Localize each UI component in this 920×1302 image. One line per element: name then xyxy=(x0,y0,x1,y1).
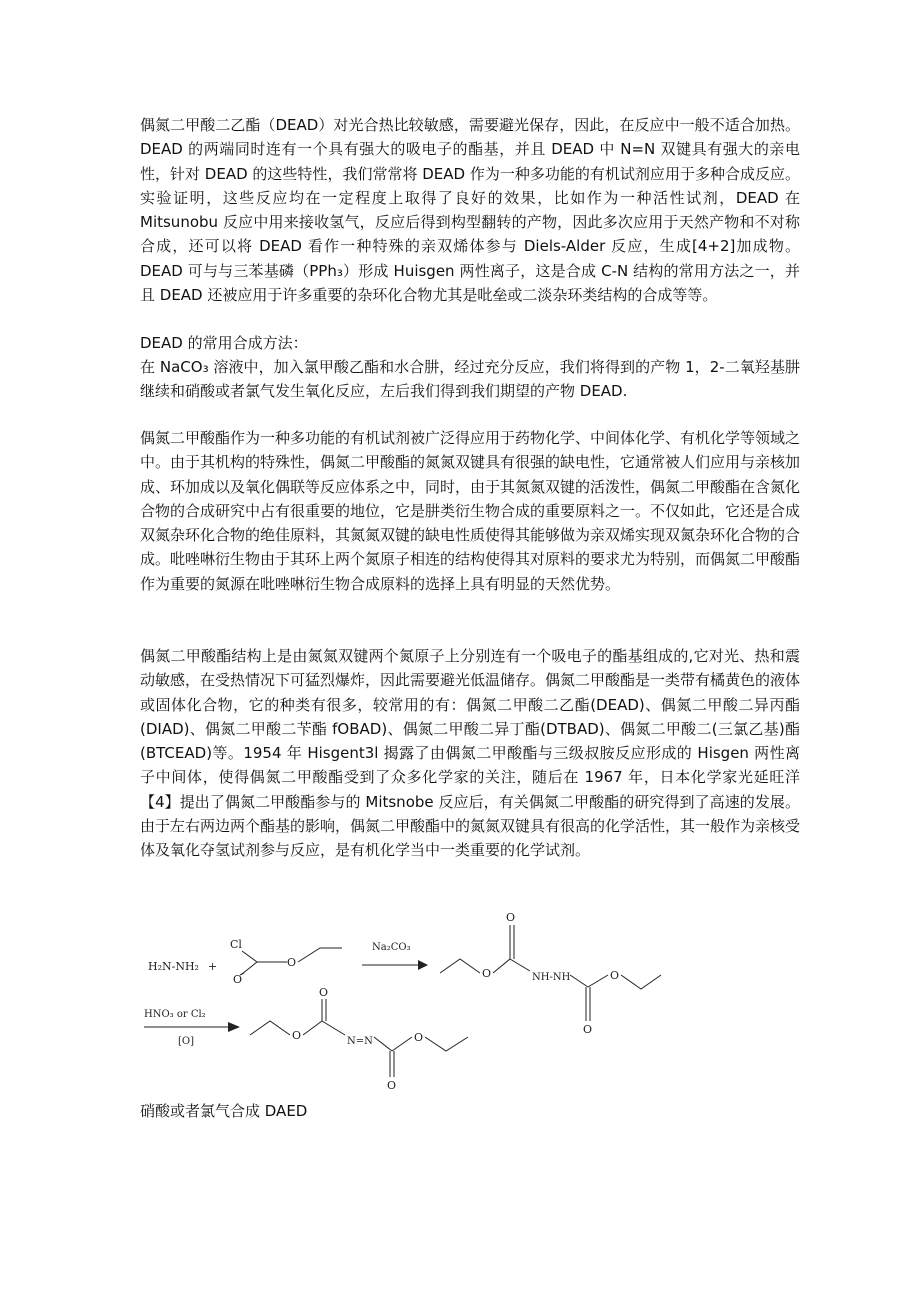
carbonyl-double-5 xyxy=(390,1051,394,1077)
scheme-caption: 硝酸或者氯气合成 DAED xyxy=(140,1102,308,1120)
azo-bond-2 xyxy=(374,1037,392,1051)
ethyl-chain-4 xyxy=(250,1021,290,1035)
reagent-sodium-carbonate: Na₂CO₃ xyxy=(372,942,411,953)
ester-oxygen-2: O xyxy=(482,967,492,980)
paragraph-synthesis-heading: DEAD 的常用合成方法： xyxy=(140,334,308,352)
carbonyl-oxygen-5: O xyxy=(387,1079,397,1092)
reaction-arrow-1-head xyxy=(418,960,428,970)
ethyl-chain-3 xyxy=(621,975,661,989)
reagent-oxidation-symbol: [O] xyxy=(178,1036,195,1047)
reaction-scheme xyxy=(130,905,690,1095)
reaction-arrow-2-head xyxy=(228,1022,240,1032)
paragraph-azodicarboxylate-structure: 偶氮二甲酸酯结构上是由氮氮双键两个氮原子上分别连有一个吸电子的酯基组成的,它对光、热和震动敏感，在受热情况下可猛烈爆炸，因此需要避光低温储存。偶氮二甲酸酯是一类带有橘黄色的液体或固体化合物，它的种类有很多，较常用的有：偶氮二甲酸二乙酯(DEAD)、偶氮二甲酸二异丙酯(DIAD)、偶氮二甲酸二苄酯 fOBAD)、偶氮二甲酸二异丁酯(DTBAD)、偶氮二甲酸二(三氯乙基)酯(BTCEAD)等。1954 年 Hisgent3l 揭露了由偶氮二甲酸酯与三级叔胺反应形成的 Hisgen 两性离子中间体，使得偶氮二甲酸酯受到了众多化学家的关注，随后在 1967 年，日本化学家光延旺洋【4】提出了偶氮二甲酸酯参与的 Mitsnobe 反应后，有关偶氮二甲酸酯的研究得到了高速的发展。由于左右两边两个酯基的影响，偶氮二甲酸酯中的氮氮双键具有很高的化学活性，其一般作为亲核受体及氧化夺氢试剂参与反应，是有机化学当中一类重要的化学试剂。 xyxy=(140,647,801,860)
ester-bond-2 xyxy=(493,959,510,973)
chlorine-atom: Cl xyxy=(230,938,242,951)
ethyl-chain-1 xyxy=(298,948,342,962)
ester-bond-4 xyxy=(303,1021,322,1035)
ester-bond-3 xyxy=(588,975,608,987)
carbonyl-double-2 xyxy=(510,925,514,959)
ester-oxygen-4: O xyxy=(292,1029,302,1042)
carbonyl-double-4 xyxy=(322,999,326,1021)
ethyl-chain-5 xyxy=(425,1037,468,1051)
paragraph-synthesis-method: 在 NaCO₃ 溶液中，加入氯甲酸乙酯和水合肼，经过充分反应，我们将得到的产物 1，2-二氧羟基肼继续和硝酸或者氯气发生氧化反应，左后我们得到我们期望的产物 DEAD. xyxy=(140,358,800,401)
ester-oxygen-3: O xyxy=(610,969,620,982)
carbonyl-oxygen-4: O xyxy=(319,986,329,999)
ester-bond-5 xyxy=(392,1037,412,1051)
chloroformate-bonds xyxy=(242,951,257,974)
carbonyl-oxygen-2: O xyxy=(506,911,516,924)
carbonyl-oxygen-1: O xyxy=(233,973,243,986)
ethyl-chain-2 xyxy=(440,959,480,973)
amide-bond-1 xyxy=(510,959,530,971)
paragraph-dead-properties: 偶氮二甲酸二乙酯（DEAD）对光合热比较敏感，需要避光保存，因此，在反应中一般不适合加热。DEAD 的两端同时连有一个具有强大的吸电子的酯基，并且 DEAD 中 N=N 双键具有强大的亲电性，针对 DEAD 的这些特性，我们常常将 DEAD 作为一种多功能的有机试剂应用于多种合成反应。实验证明，这些反应均在一定程度上取得了良好的效果，比如作为一种活性试剂，DEAD 在 Mitsunobu 反应中用来接收氢气，反应后得到构型翻转的产物，因此多次应用于天然产物和不对称合成，还可以将 DEAD 看作一种特殊的亲双烯体参与 Diels-Alder 反应，生成[4+2]加成物。DEAD 可与与三苯基磷（PPh₃）形成 Huisgen 两性离子，这是合成 C-N 结构的常用方法之一，并且 DEAD 还被应用于许多重要的杂环化合物尤其是吡垒或二淡杂环类结构的合成等等。 xyxy=(140,116,800,305)
ester-oxygen-1: O xyxy=(287,956,297,969)
carbonyl-double-3 xyxy=(586,987,590,1021)
ester-oxygen-5: O xyxy=(414,1031,424,1044)
paragraph-azodicarboxylate-uses: 偶氮二甲酸酯作为一种多功能的有机试剂被广泛得应用于药物化学、中间体化学、有机化学等领域之中。由于其机构的特殊性，偶氮二甲酸酯的氮氮双键具有很强的缺电性，它通常被人们应用与亲核加成、环加成以及氧化偶联等反应体系之中，同时，由于其氮氮双键的活泼性，偶氮二甲酸酯在含氮化合物的合成研究中占有很重要的地位，它是肼类衍生物合成的重要原料之一。不仅如此，它还是合成双氮杂环化合物的绝佳原料，其氮氮双键的缺电性质使得其能够做为亲双烯实现双氮杂环化合物的合成。吡唑啉衍生物由于其环上两个氮原子相连的结构使得其对原料的要求尤为特别，而偶氮二甲酸酯作为重要的氮源在吡唑啉衍生物合成原料的选择上具有明显的天然优势。 xyxy=(140,429,801,593)
amide-bond-2 xyxy=(570,975,588,987)
nh-nh-label: NH-NH xyxy=(532,972,571,983)
azo-group-label: N=N xyxy=(347,1036,373,1047)
hydrazine-label: H₂N-NH₂ xyxy=(148,960,199,973)
plus-sign: + xyxy=(208,960,218,973)
carbonyl-oxygen-3: O xyxy=(583,1023,593,1036)
reagent-oxidant: HNO₃ or Cl₂ xyxy=(144,1009,206,1020)
azo-bond-1 xyxy=(322,1021,345,1035)
